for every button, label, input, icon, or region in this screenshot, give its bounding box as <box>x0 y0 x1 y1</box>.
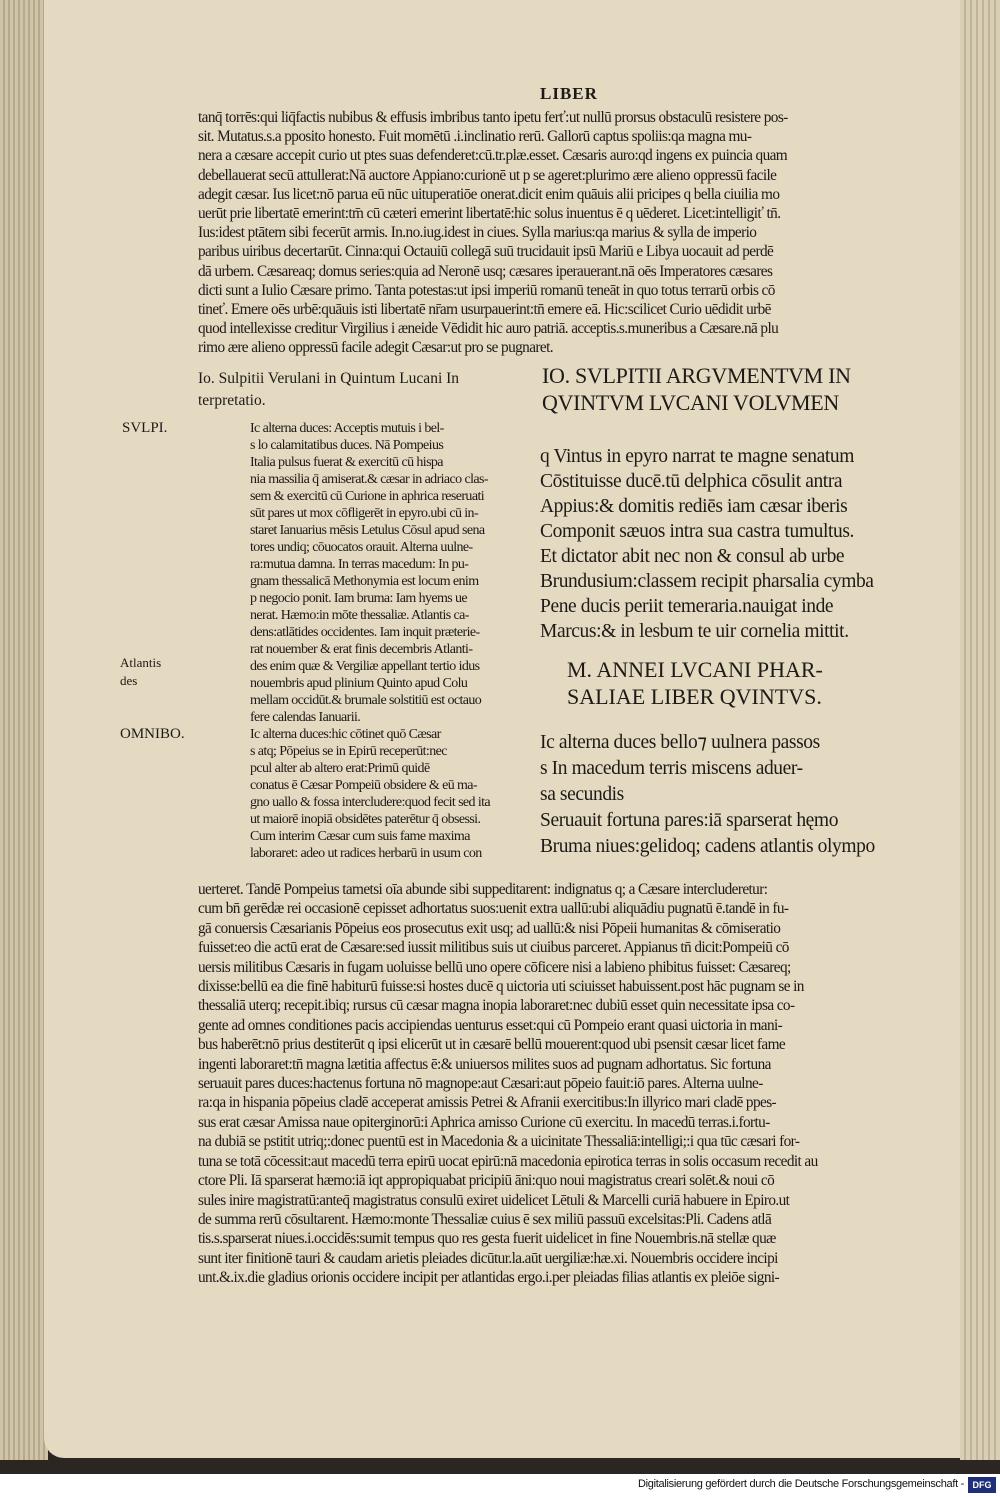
text-line: sit. Mutatus.s.a pposito honesto. Fuit momētū .i.inclinatio rerū. Gallorū captus spoliis:qa magna mu- <box>198 128 752 146</box>
text-line: sūt pares ut mox cōfligerēt in epyro.ubi cū in- <box>250 506 479 521</box>
text-line: ctore Pli. Iā sparserat hæmo:iā iqt appropiquabat pricipiū āni:quo noui magistratus creari solēt.& noui cō <box>198 1172 775 1190</box>
verse-line: Appius:& domitis rediēs iam cæsar iberis <box>540 496 848 517</box>
verse-line: q Vintus in epyro narrat te magne senatum <box>540 446 855 467</box>
margin-note-atlantis: Atlantis des <box>120 655 162 688</box>
verse-line: Componit sæuos intra sua castra tumultus. <box>540 521 854 542</box>
verse-line: Cōstituisse ducē.tū delphica cōsulit antra <box>540 471 843 492</box>
text-line: tuna se totā cōcessit:aut macedū terra epirū uocat epirū:nā macedonia epirotica terras in solis occasum recedit au <box>198 1152 818 1170</box>
verse-line: Ic alterna duces bello⁊ uulnera passos <box>540 732 820 753</box>
text-line: gnam thessalicā Methonymia est locum enim <box>250 574 479 589</box>
margin-note-omnibo: OMNIBO. <box>120 726 185 742</box>
text-line: fere calendas Ianuarii. <box>250 710 361 725</box>
heading-line: IO. SVLPITII ARGVMENTVM IN <box>542 363 851 388</box>
heading-line: terpretatio. <box>198 392 266 409</box>
commentary-heading <box>198 368 518 412</box>
heading-line: Io. Sulpitii Verulani in Quintum Lucani In <box>198 370 460 387</box>
text-line: nera a cæsare accepit curio ut ptes suas defenderet:cū.tr.plæ.esset. Cæsaris auro:qd ingens ex puincia quam <box>198 147 788 165</box>
verse-line: Marcus:& in lesbum te uir cornelia mittit. <box>540 621 849 642</box>
text-line: paribus uiribus decertarūt. Cinna:qui Octauiū collegā suū trucidauit ipsū Mariū e Libya uocauit ad perdē <box>198 243 774 261</box>
verse-line: Pene ducis periit temeraria.nauigat inde <box>540 596 834 617</box>
verse-line: s In macedum terris miscens aduer- <box>540 758 803 779</box>
text-line: mellam occidūt.& brumale solstitiū est octauo <box>250 693 482 708</box>
text-line: rat nouember & erat finis decembris Atlanti- <box>250 642 473 657</box>
argument-verses <box>540 444 940 644</box>
text-line: Ius:idest ptātem sibi fecerūt armis. In.no.iug.idest in ciues. Sylla marius:qa marius & sylla de imperio <box>198 224 757 242</box>
text-line: tineť. Emere oēs urbē:quāuis isti libertatē nr̄am usurpauerint:tn̄ emere eā. Hic:scilicet Curio uēdidit urbē <box>198 301 771 319</box>
text-line: sus erat cæsar Amissa naue opiterginorū:i Aphrica amisso Curione cū exercitu. In macedū terras.i.fortu- <box>198 1113 770 1131</box>
text-line: Ic alterna duces: Acceptis mutuis i bel- <box>250 421 444 436</box>
text-line: s lo calamitatibus duces. Nā Pompeius <box>250 438 444 453</box>
bottom-commentary <box>198 880 933 1288</box>
text-line: unt.&.ix.die gladius orionis occidere incipit per atlantidas ergo.i.per pleiadas filias atlantis ex pleiōe signi- <box>198 1269 780 1287</box>
text-line: tanq̄ torrēs:qui liq̄factis nubibus & effusis imbribus tanto ipetu ferť:ut nullū prorsus obstaculū resistere pos- <box>198 109 788 126</box>
heading-line: QVINTVM LVCANI VOLVMEN <box>542 390 839 415</box>
text-line: tis.s.sparserat niues.i.occidēs:sumit tempus quo res gesta fuerit uidelicet in fine Nouembris.nā stellæ quæ <box>198 1230 776 1248</box>
left-commentary <box>250 420 520 862</box>
text-line: bus haberēt:nō prius destiterūt q ipsi elicerūt ut in cæsarē bellū mouerent:quod ubi psensit cæsar licet fame <box>198 1036 786 1054</box>
text-line: seruauit pares duces:hactenus fortuna nō magnope:aut Cæsari:aut pōpeio fauit:iō pares. Alterna uulne- <box>198 1075 763 1093</box>
facing-page-edge <box>960 0 1000 1460</box>
text-line: dā urbem. Cæsareaq; domus series:quia ad Neronē usq; cæsares iperauerant.nā oēs Imperatores cæsares <box>198 262 773 280</box>
text-line: debellauerat secū attullerat:Nā auctore Appiano:curionē ut p se ageret:plurimo ære alieno oppressū facile <box>198 166 777 184</box>
text-line: rimo ære alieno oppressū facile adegit Cæsar:ut pro se pugnaret. <box>198 339 553 357</box>
text-line: uerteret. Tandē Pompeius tametsi oīa abunde sibi suppeditarent: indignatus q; a Cæsare intercluderetur: <box>198 881 768 898</box>
text-line: quod intellexisse creditur Virgilius i æneide Vēdidit hic auro patriā. acceptis.s.muneribus a Cæsare.nā plu <box>198 320 779 338</box>
text-line: dixisse:bellū ea die finē habiturū fuisse:si hostes ducē q uictoria uti sciuisset habuissent.post hāc pugnam se in <box>198 978 804 996</box>
dfg-logo: DFG <box>968 1477 996 1493</box>
footer-bar <box>0 1474 1000 1497</box>
text-line: na dubiā se pstitit utriq;:donec puentū est in Macedonia & a uicinitate Thessaliā:intelligi;:i qua tūc cæsari for- <box>198 1133 800 1151</box>
book-title <box>567 656 937 710</box>
text-line: ingenti laboraret:tn̄ magna lætitia affectus ē:& uniuersos milites suos ad pugnam adhortatus. Sic fortuna <box>198 1055 771 1073</box>
title-line: SALIAE LIBER QVINTVS. <box>567 684 822 709</box>
text-line: staret Ianuarius mēsis Letulus Cōsul apud sena <box>250 523 485 538</box>
verse-line: Bruma niues:gelidoq; cadens atlantis olympo <box>540 836 875 857</box>
text-line: nouembris apud plinium Quinto apud Colu <box>250 676 468 691</box>
text-line: p negocio ponit. Iam bruma: Iam hyems ue <box>250 591 468 606</box>
text-line: uerūt prie libertatē emerint:tm̄ cū cæteri emerint libertatē:hic solus inuentus ē q uēderet. Licet:intelligiť tn̄. <box>198 205 781 223</box>
text-line: ut maiorē inopiā obsidētes paterētur q̄ obsessi. <box>250 812 481 827</box>
margin-note-sulpi: SVLPI. <box>122 420 168 436</box>
text-line: nia massilia q̄ amiserat.& cæsar in adriaco clas- <box>250 472 488 487</box>
text-line: de summa rerū cōsultarent. Hæmo:monte Thessaliæ cuius ē sex miliū passuū excelsitas:Pli. Cadens atlā <box>198 1210 772 1228</box>
text-line: pcul alter ab altero erat:Primū quidē <box>250 761 430 776</box>
text-line: adegit cæsar. Ius licet:nō parua eū nūc uituperatiōe onerat.dicit enim quāuis alii pricipes q bella ciuilia mo <box>198 185 780 203</box>
text-line: thessaliā uterq; recepit.ibiq; rursus cū cæsar magna inopia laboraret:nec dubiū esset quin necessitate ipsa co- <box>198 997 795 1015</box>
funding-notice: Digitalisierung gefördert durch die Deutsche Forschungsgemeinschaft - <box>638 1478 964 1490</box>
book-page-edges <box>0 0 48 1460</box>
text-line: dicti sunt a Iulio Cæsare primo. Tanta potestas:ut ipsi imperiū romanū teneāt in quo totus terrarū orbis cō <box>198 281 775 299</box>
argument-heading <box>542 362 932 416</box>
running-head: LIBER <box>540 84 598 103</box>
text-line: conatus ē Cæsar Pompeiū obsidere & eū ma- <box>250 778 477 793</box>
text-line: sunt iter finitionē tauri & caudam arietis pleiades dicūtur.la.aūt uergiliæ:hæ.xi. Nouembris occidere incipi <box>198 1249 778 1267</box>
text-line: tores undiq; cōuocatos orauit. Alterna uulne- <box>250 540 473 555</box>
verse-line: Et dictator abit nec non & consul ab urbe <box>540 546 845 567</box>
text-line: des enim quæ & Vergiliæ appellant tertio idus <box>250 659 480 674</box>
text-line: Cum interim Cæsar cum suis fame maxima <box>250 829 470 844</box>
text-line: s atq; Pōpeius se in Epirū receperūt:nec <box>250 744 447 759</box>
text-line: uersis militibus Cæsaris in fugam uoluisse bellū uno opere cōficere nisi a labieno phibitus fuisset: Cæsareq; <box>198 958 791 976</box>
top-commentary <box>198 108 933 358</box>
text-line: gno uallo & fossa intercludere:quod fecit sed ita <box>250 795 491 810</box>
text-line: gente ad omnes conditiones pacis accipiendas uenturus esset:qui cū Pompeio erant quasi uictoria in mani- <box>198 1016 783 1034</box>
text-line: gā conuersis Cæsarianis Pōpeius eos prosecutus exit usq; ad uallū:& nisi Pōpeii humanitas & cōmiseratio <box>198 919 781 937</box>
text-line: fuisset:eo die actū erat de Cæsare:sed iussit militibus suis ut ciuibus parceret. Appianus tn̄ dicit:Pompeiū cō <box>198 939 789 957</box>
text-line: laboraret: adeo ut radices herbarū in usum con <box>250 846 482 861</box>
text-line: Ic alterna duces:hic cōtinet quō Cæsar <box>250 727 441 742</box>
text-line: dens:atlātides occidentes. Iam inquit præterie- <box>250 625 480 640</box>
title-line: M. ANNEI LVCANI PHAR- <box>567 657 823 682</box>
text-line: sem & exercitū cū Curione in aphrica reseruati <box>250 489 485 504</box>
text-line: sules inire magistratū:anteq̄ magistratus consulū exiret uidelicet Lētuli & Marcelli curiā habuere in Epiro.ut <box>198 1191 790 1209</box>
poem-verses <box>540 730 940 860</box>
verse-line: sa secundis <box>540 784 624 805</box>
text-line: cum bn̄ gerēdæ rei occasionē cepisset adhortatus suos:uenit extra uallū:ubi aliquādiu pugnatū ē.tandē in fu- <box>198 900 789 918</box>
text-line: ra:qa in hispania pōpeius cladē acceperat amissis Petrei & Afranii exercitibus:In illyrico mari cladē ppes- <box>198 1094 777 1112</box>
verse-line: Brundusium:classem recipit pharsalia cymba <box>540 571 874 592</box>
text-line: nerat. Hæmo:in mōte thessaliæ. Atlantis ca- <box>250 608 469 623</box>
text-line: ra:mutua damna. In terras macedum: In pu- <box>250 557 469 572</box>
verse-line: Seruauit fortuna pares:iā sparserat hęmo <box>540 810 839 831</box>
text-line: Italia pulsus fuerat & exercitū cū hispa <box>250 455 443 470</box>
